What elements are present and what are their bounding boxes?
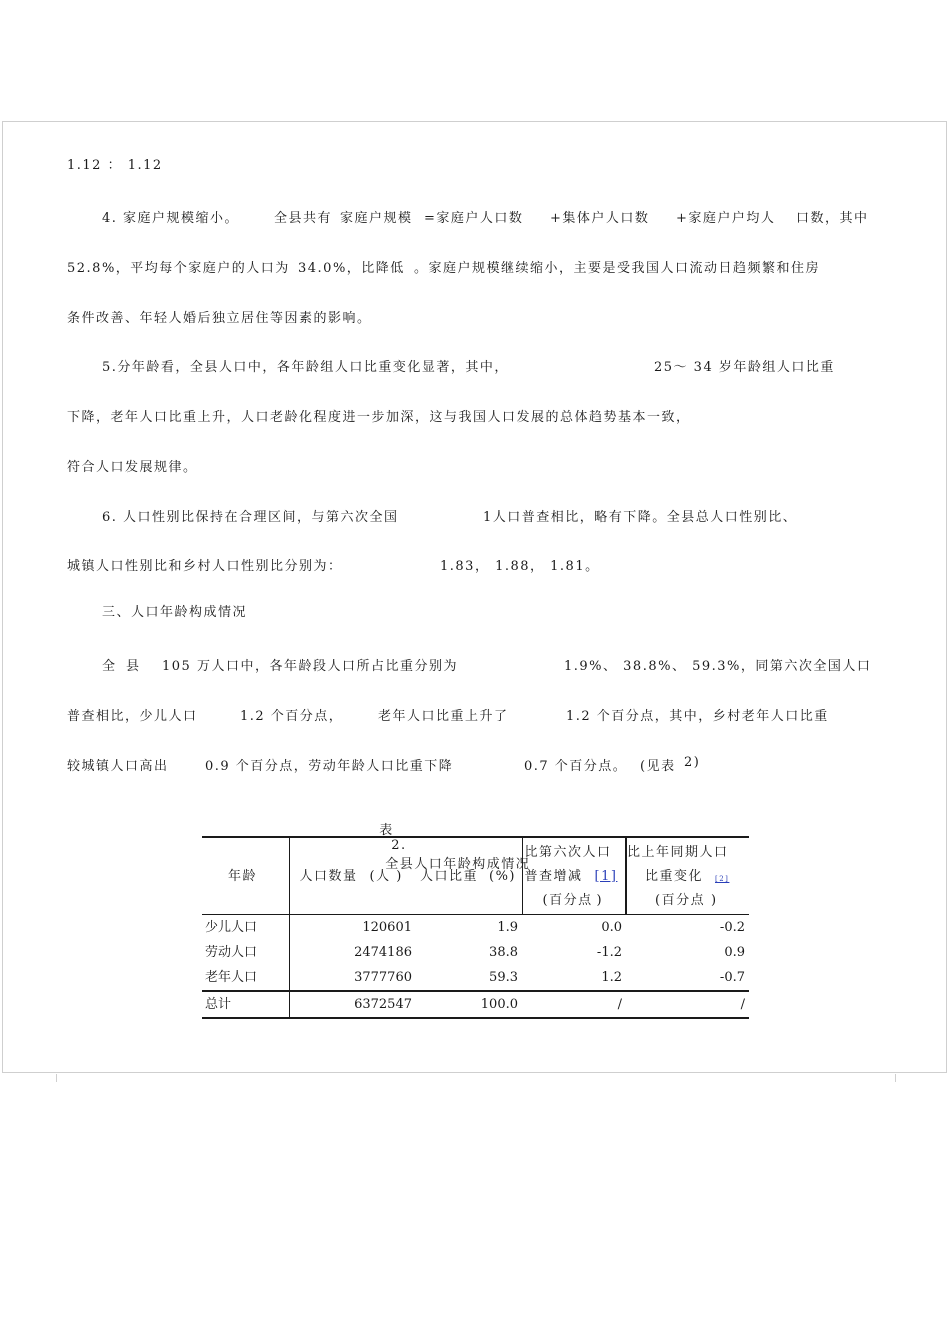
text-segment: +家庭户户均人 (676, 211, 776, 226)
text-segment: 县 (126, 659, 141, 674)
total-label: 总计 (202, 991, 289, 1018)
cell-change-census: 1.2 (601, 970, 622, 985)
cell-share: 38.8 (489, 945, 518, 960)
text-segment: 52.8%，平均每个家庭户的人口为 (67, 261, 290, 276)
caption-title: 全县人口年龄构成情况 (385, 857, 531, 872)
table-row (202, 915, 749, 941)
table-total-row (202, 991, 749, 1018)
header-share: 人口比重 (%) (416, 837, 522, 915)
footnote-ref-2[interactable]: [2] (715, 875, 730, 883)
header-change-census: 比第六次人口 普查增减 [1] (百分点 ) (522, 837, 626, 915)
text-segment: 1.9%、 38.8%、 59.3%，同第六次全国人口 (564, 659, 872, 674)
text-segment: 6. 人口性别比保持在合理区间，与第六次全国 (102, 510, 399, 525)
text-segment: 城镇人口性别比和乡村人口性别比分别为： (67, 559, 343, 574)
cell-change-year: 0.9 (724, 945, 745, 960)
total-change-year: / (626, 991, 749, 1018)
cell-count: 2474186 (354, 945, 412, 960)
text-segment: 25～ 34 岁年龄组人口比重 (654, 360, 835, 375)
text-segment: 。家庭户规模继续缩小，主要是受我国人口流动日趋频繁和住房 (414, 261, 821, 276)
text-segment: 条件改善、年轻人婚后独立居住等因素的影响。 (67, 311, 372, 326)
text-segment: 0.9 个百分点，劳动年龄人口比重下降 (205, 759, 454, 774)
cell-share: 1.9 (497, 920, 518, 935)
cell-change-census: -1.2 (596, 945, 622, 960)
text-segment: +集体户人口数 (550, 211, 650, 226)
row-label: 劳动人口 (202, 940, 289, 965)
cell-change-census: 0.0 (601, 920, 622, 935)
text-segment: 全县共有 (274, 211, 333, 226)
text-segment: =家庭户人口数 (424, 211, 524, 226)
text-segment: 全 (102, 659, 117, 674)
text-segment: 4. 家庭户规模缩小。 (102, 211, 240, 226)
text-segment: 普查相比，少儿人口 (67, 709, 198, 724)
text-segment: 1.2 个百分点， (240, 709, 344, 724)
table-row (202, 940, 749, 965)
text-segment: 家庭户规模 (340, 211, 413, 226)
cell-change-year: -0.2 (719, 920, 745, 935)
text-segment: 34.0%，比降低 (298, 261, 405, 276)
text-segment: 符合人口发展规律。 (67, 460, 198, 475)
text-segment: 下降，老年人口比重上升，人口老龄化程度进一步加深，这与我国人口发展的总体趋势基本一致， (67, 410, 691, 425)
row-label: 老年人口 (202, 965, 289, 991)
cell-change-year: -0.7 (719, 970, 745, 985)
text-segment: 1.2 个百分点，其中，乡村老年人口比重 (566, 709, 829, 724)
text-segment: 老年人口比重上升了 (378, 709, 509, 724)
section-heading: 三、人口年龄构成情况 (102, 605, 248, 620)
caption-number: 2. (391, 838, 407, 853)
age-structure-table (202, 836, 749, 1019)
total-change-census: / (522, 991, 626, 1018)
caption-prefix: 表 (379, 823, 394, 838)
footnote-ref-1[interactable]: [1] (594, 869, 618, 884)
header-change-year: 比上年同期人口 比重变化 [2] (百分点 ) (626, 837, 749, 915)
text-line: 1.12 ： 1.12 (67, 158, 163, 173)
cell-count: 120601 (362, 920, 412, 935)
text-segment: 5.分年龄看，全县人口中，各年龄组人口比重变化显著，其中， (102, 360, 509, 375)
total-count: 6372547 (289, 991, 416, 1018)
text-segment: 2) (684, 755, 701, 770)
text-segment: 0.7 个百分点。 (524, 759, 628, 774)
page-corner-mark (895, 1074, 896, 1082)
table-row (202, 965, 749, 991)
header-age: 年龄 (202, 837, 289, 915)
text-segment: 105 万人口中，各年龄段人口所占比重分别为 (162, 659, 458, 674)
cell-count: 3777760 (354, 970, 412, 985)
text-segment: 较城镇人口高出 (67, 759, 169, 774)
row-label: 少儿人口 (202, 915, 289, 941)
text-segment: 口数，其中 (796, 211, 869, 226)
cell-share: 59.3 (489, 970, 518, 985)
text-segment: 1人口普查相比，略有下降。全县总人口性别比、 (483, 510, 798, 525)
text-segment: 1.83， 1.88， 1.81。 (440, 559, 600, 574)
text-segment: (见表 (640, 759, 676, 774)
total-share: 100.0 (416, 991, 522, 1018)
header-count: 人口数量 (人 ) (289, 837, 416, 915)
page-corner-mark (56, 1074, 57, 1082)
